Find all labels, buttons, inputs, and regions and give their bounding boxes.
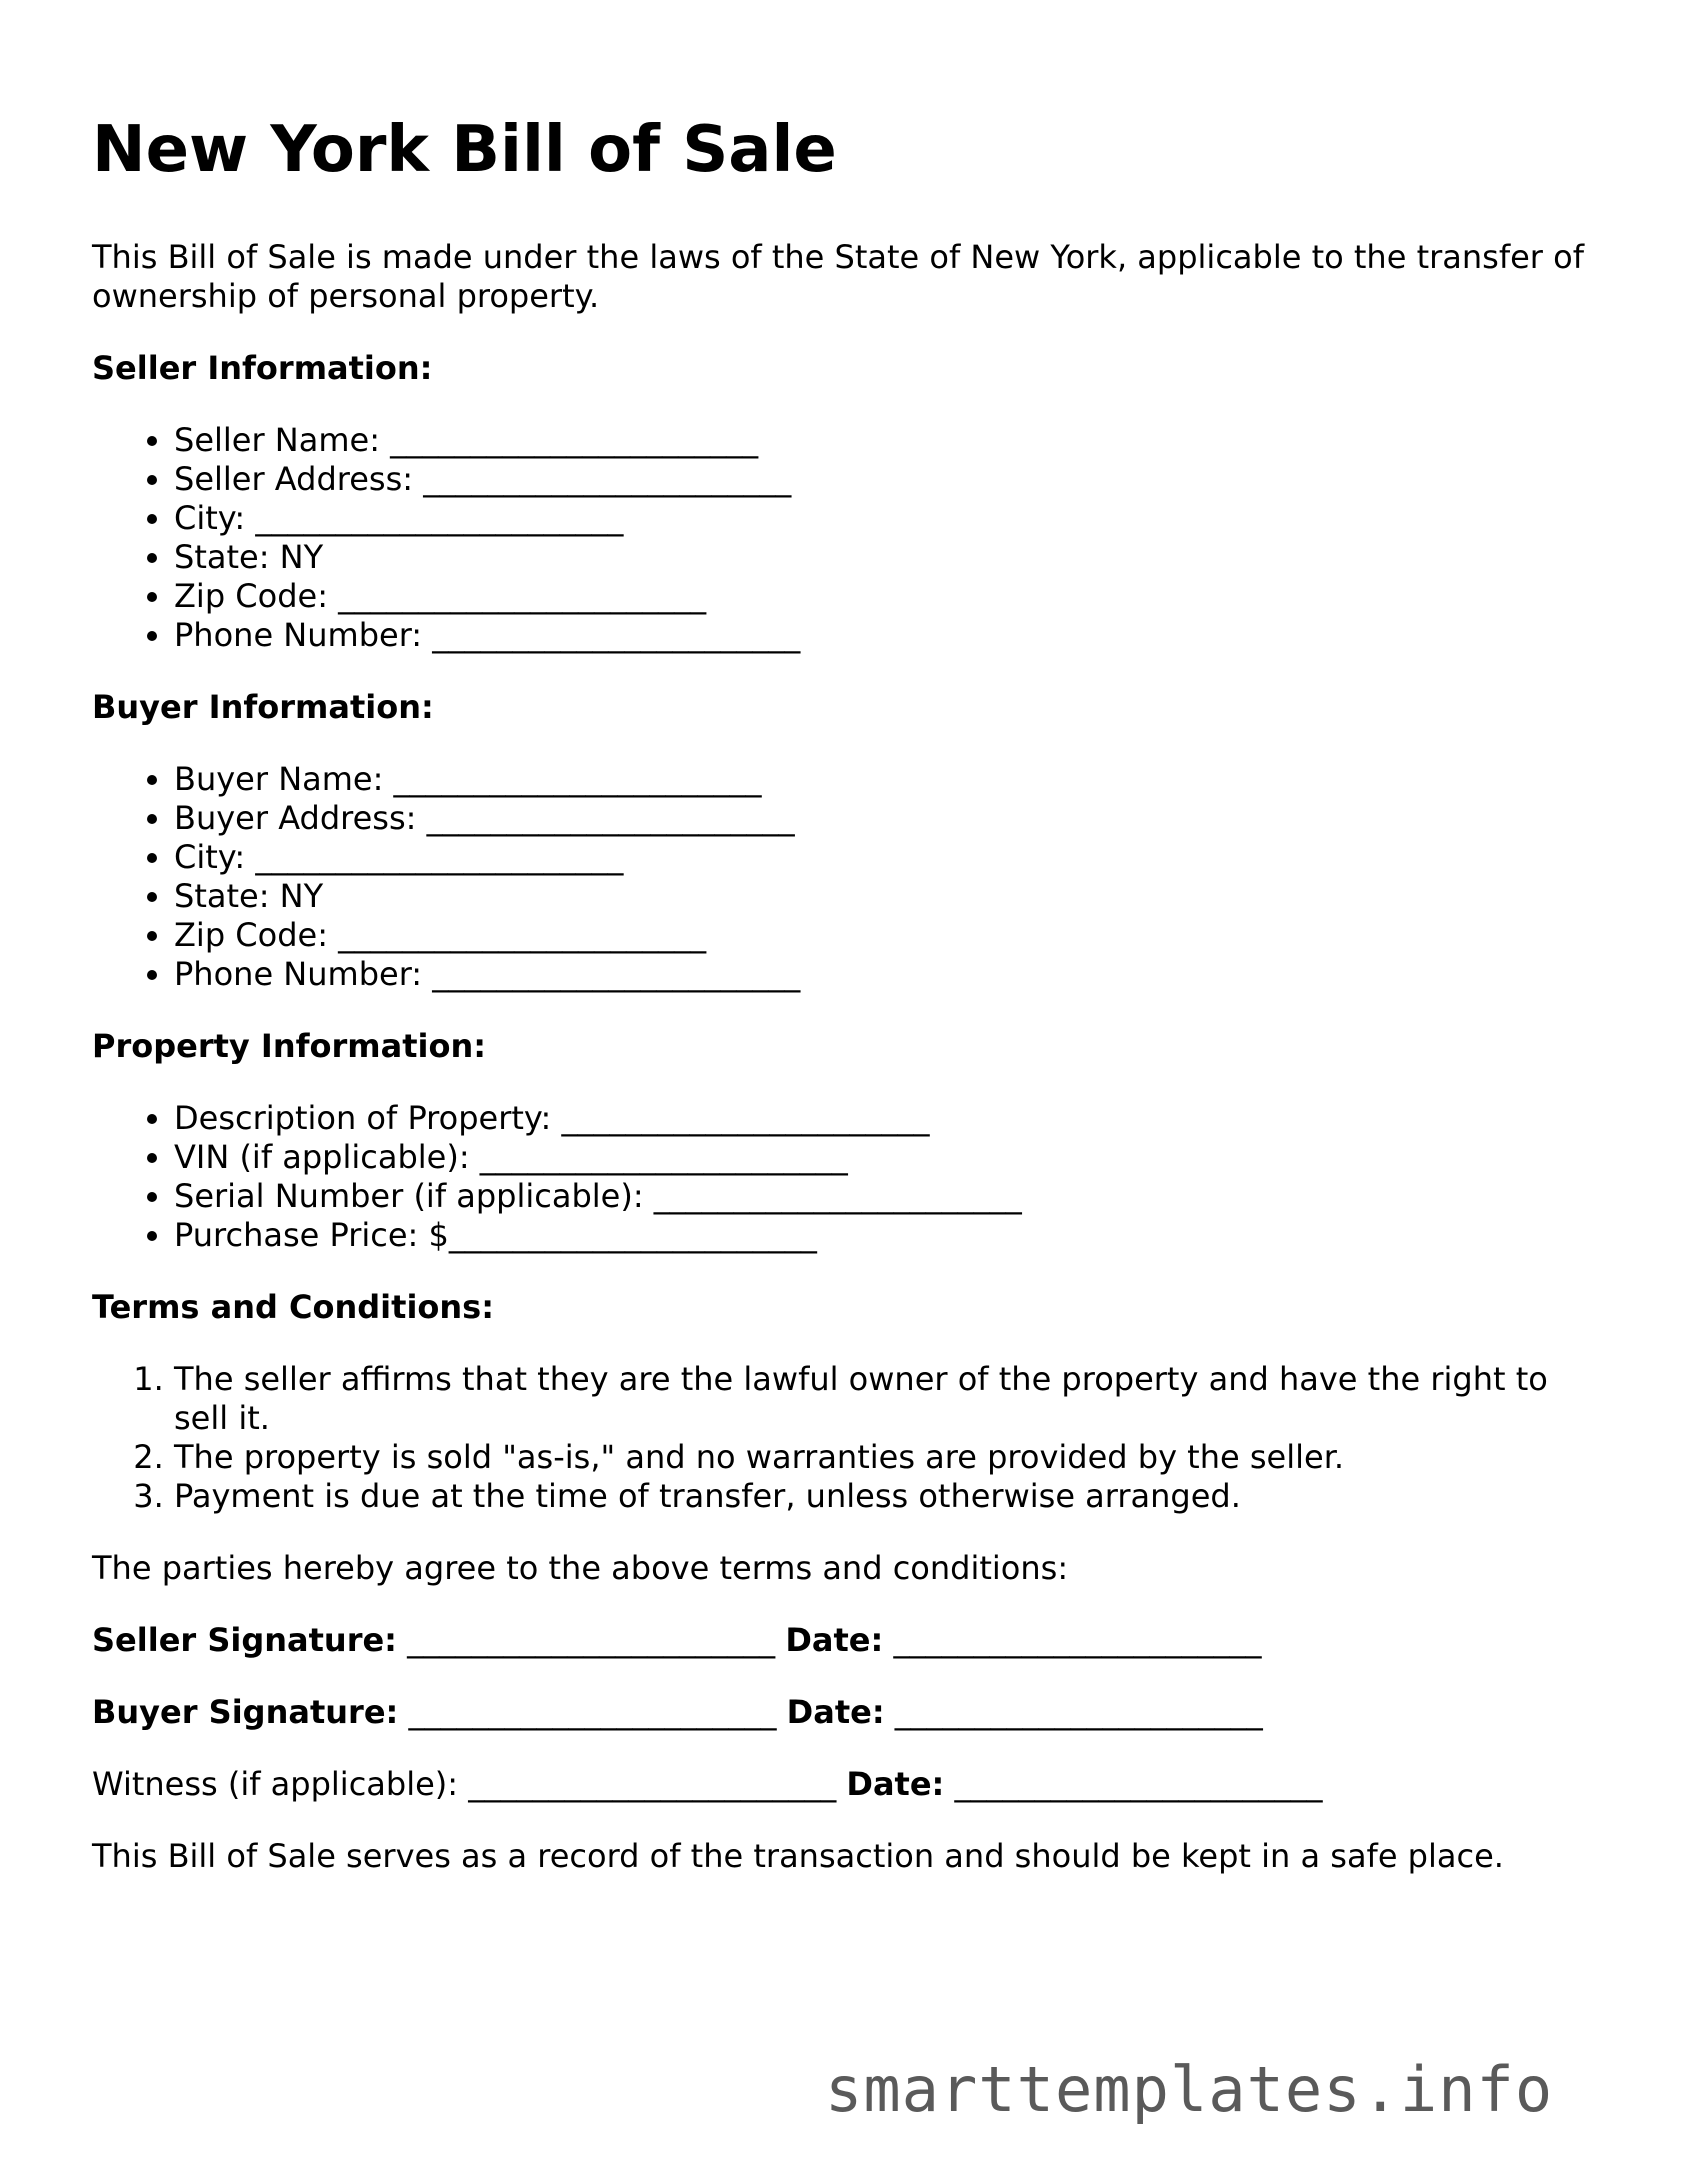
buyer-date-blank: _______________________ <box>884 1693 1263 1731</box>
seller-address-item: • Seller Address: _______________________ <box>174 460 1612 499</box>
seller-state-item: • State: NY <box>174 538 1612 577</box>
buyer-name-item: • Buyer Name: _______________________ <box>174 760 1612 799</box>
property-section-heading: Property Information: <box>92 1027 487 1065</box>
witness-label: Witness (if applicable): <box>92 1765 469 1803</box>
seller-date-blank: _______________________ <box>883 1621 1262 1659</box>
seller-signature-line <box>92 1621 1612 1660</box>
witness-date-blank: _______________________ <box>944 1765 1323 1803</box>
buyer-phone-item: • Phone Number: _______________________ <box>174 955 1612 994</box>
agreement-paragraph: The parties hereby agree to the above terms and conditions: <box>92 1549 1069 1587</box>
seller-signature-label: Seller Signature: <box>92 1621 397 1659</box>
witness-date-label: Date: <box>846 1765 945 1803</box>
buyer-address-item: • Buyer Address: _______________________ <box>174 799 1612 838</box>
seller-zip-item: • Zip Code: _______________________ <box>174 577 1612 616</box>
buyer-info-list <box>92 760 1612 994</box>
witness-blank: _______________________ <box>468 1765 847 1803</box>
buyer-section-heading: Buyer Information: <box>92 688 434 726</box>
term-item-3: 3. Payment is due at the time of transfer, unless otherwise arranged. <box>174 1477 1612 1516</box>
buyer-zip-item: • Zip Code: _______________________ <box>174 916 1612 955</box>
seller-city-item: • City: _______________________ <box>174 499 1612 538</box>
seller-signature-blank: _______________________ <box>396 1621 786 1659</box>
page-title: New York Bill of Sale <box>92 113 837 187</box>
term-item-2: 2. The property is sold "as-is," and no warranties are provided by the seller. <box>174 1438 1612 1477</box>
property-description-item: • Description of Property: _______________________ <box>174 1099 1612 1138</box>
property-info-list <box>92 1099 1612 1255</box>
terms-list <box>92 1360 1612 1516</box>
seller-name-item: • Seller Name: _______________________ <box>174 421 1612 460</box>
buyer-state-item: • State: NY <box>174 877 1612 916</box>
closing-paragraph: This Bill of Sale serves as a record of the transaction and should be kept in a safe place. <box>92 1837 1504 1875</box>
property-price-item: • Purchase Price: $_______________________ <box>174 1216 1612 1255</box>
seller-section-heading: Seller Information: <box>92 349 433 387</box>
buyer-signature-label: Buyer Signature: <box>92 1693 399 1731</box>
terms-section-heading: Terms and Conditions: <box>92 1288 495 1326</box>
buyer-signature-blank: _______________________ <box>398 1693 787 1731</box>
seller-info-list <box>92 421 1612 655</box>
term-item-1: 1. The seller affirms that they are the lawful owner of the property and have the right to sell it. <box>174 1360 1612 1438</box>
property-serial-item: • Serial Number (if applicable): _______________________ <box>174 1177 1612 1216</box>
document-page <box>92 112 1612 1909</box>
seller-phone-item: • Phone Number: _______________________ <box>174 616 1612 655</box>
witness-signature-line <box>92 1765 1612 1804</box>
buyer-date-label: Date: <box>786 1693 885 1731</box>
property-vin-item: • VIN (if applicable): _______________________ <box>174 1138 1612 1177</box>
buyer-city-item: • City: _______________________ <box>174 838 1612 877</box>
intro-paragraph: This Bill of Sale is made under the laws of the State of New York, applicable to the transfer of ownership of personal property. <box>92 238 1584 315</box>
watermark: smarttemplates.info <box>825 2053 1554 2126</box>
seller-date-label: Date: <box>785 1621 884 1659</box>
buyer-signature-line <box>92 1693 1612 1732</box>
